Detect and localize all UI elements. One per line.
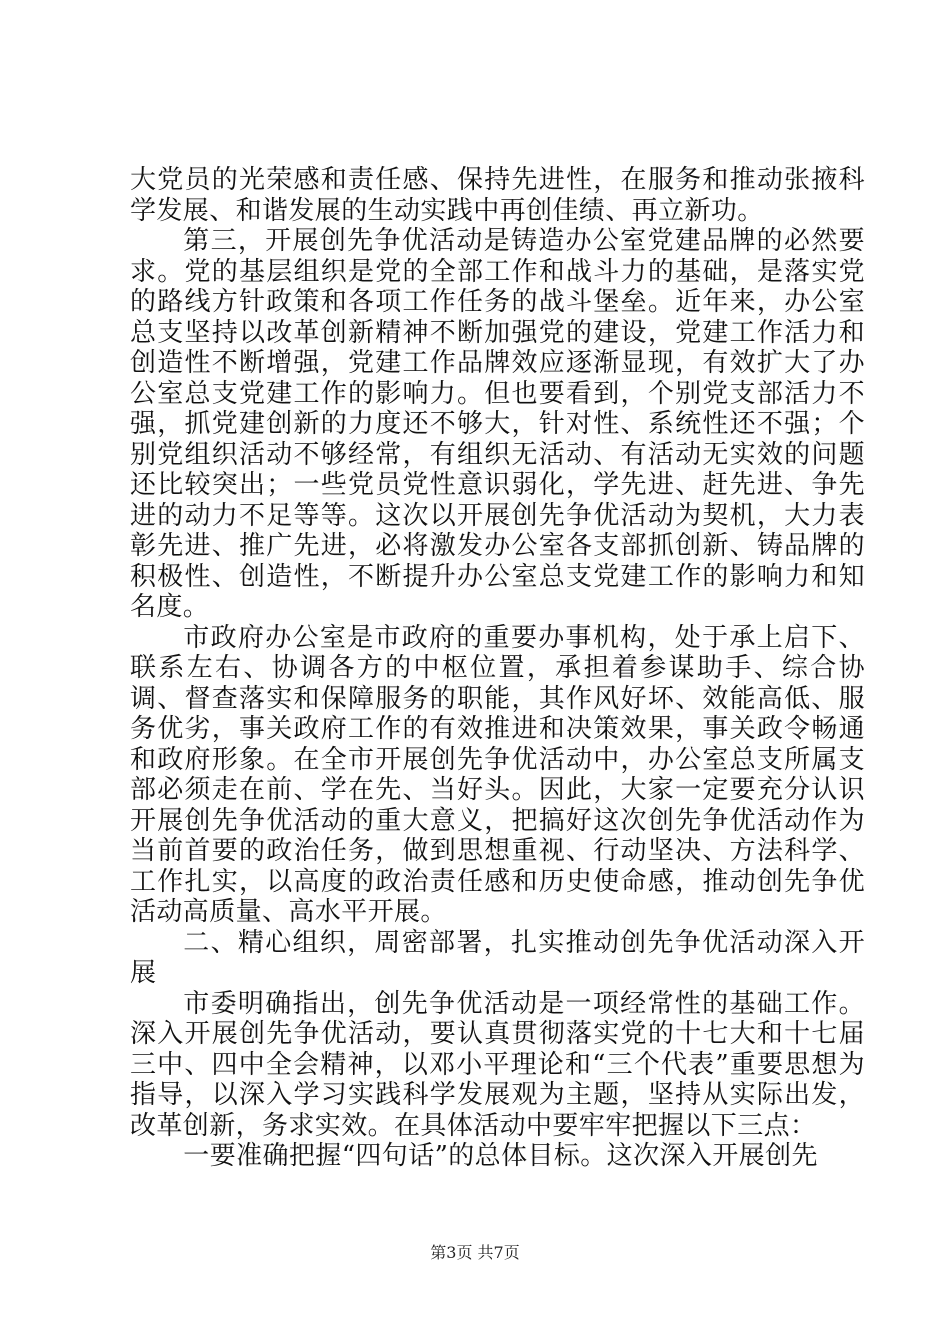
paragraph-3: 市政府办公室是市政府的重要办事机构，处于承上启下、联系左右、协调各方的中枢位置，承担着参谋助手、综合协调、督查落实和保障服务的职能，其作风好坏、效能高低、服务优劣，事关政府工作的有效推进和决策效果，事关政令畅通和政府形象。在全市开展创先争优活动中，办公室总支所属支部必须走在前、学在先、当好头。因此，大家一定要充分认识开展创先争优活动的重大意义，把搞好这次创先争优活动作为当前首要的政治任务，做到思想重视、行动坚决、方法科学、工作扎实，以高度的政治责任感和历史使命感，推动创先争优活动高质量、高水平开展。 — [130, 622, 865, 927]
paragraph-4: 市委明确指出，创先争优活动是一项经常性的基础工作。深入开展创先争优活动，要认真贯彻落实党的十七大和十七届三中、四中全会精神，以邓小平理论和“三个代表”重要思想为指导，以深入学习实践科学发展观为主题，坚持从实际出发，改革创新，务求实效。在具体活动中要牢牢把握以下三点： — [130, 988, 865, 1141]
paragraph-5: 一要准确把握“四句话”的总体目标。这次深入开展创先 — [183, 1141, 818, 1171]
section-heading: 二、精心组织，周密部署，扎实推动创先争优活动深入开展 — [130, 927, 865, 988]
paragraph-1: 大党员的光荣感和责任感、保持先进性，在服务和推动张掖科学发展、和谐发展的生动实践中再创佳绩、再立新功。 — [130, 165, 865, 226]
paragraph-2: 第三，开展创先争优活动是铸造办公室党建品牌的必然要求。党的基层组织是党的全部工作和战斗力的基础，是落实党的路线方针政策和各项工作任务的战斗堡垒。近年来，办公室总支坚持以改革创新精神不断加强党的建设，党建工作活力和创造性不断增强，党建工作品牌效应逐渐显现，有效扩大了办公室总支党建工作的影响力。但也要看到，个别党支部活力不强，抓党建创新的力度还不够大，针对性、系统性还不强；个别党组织活动不够经常，有组织无活动、有活动无实效的问题还比较突出；一些党员党性意识弱化，学先进、赶先进、争先进的动力不足等等。这次以开展创先争优活动为契机，大力表彰先进、推广先进，必将激发办公室各支部抓创新、铸品牌的积极性、创造性，不断提升办公室总支党建工作的影响力和知名度。 — [130, 226, 865, 622]
page-footer: 第3页 共7页 — [430, 1243, 520, 1262]
document-body — [130, 165, 865, 1172]
